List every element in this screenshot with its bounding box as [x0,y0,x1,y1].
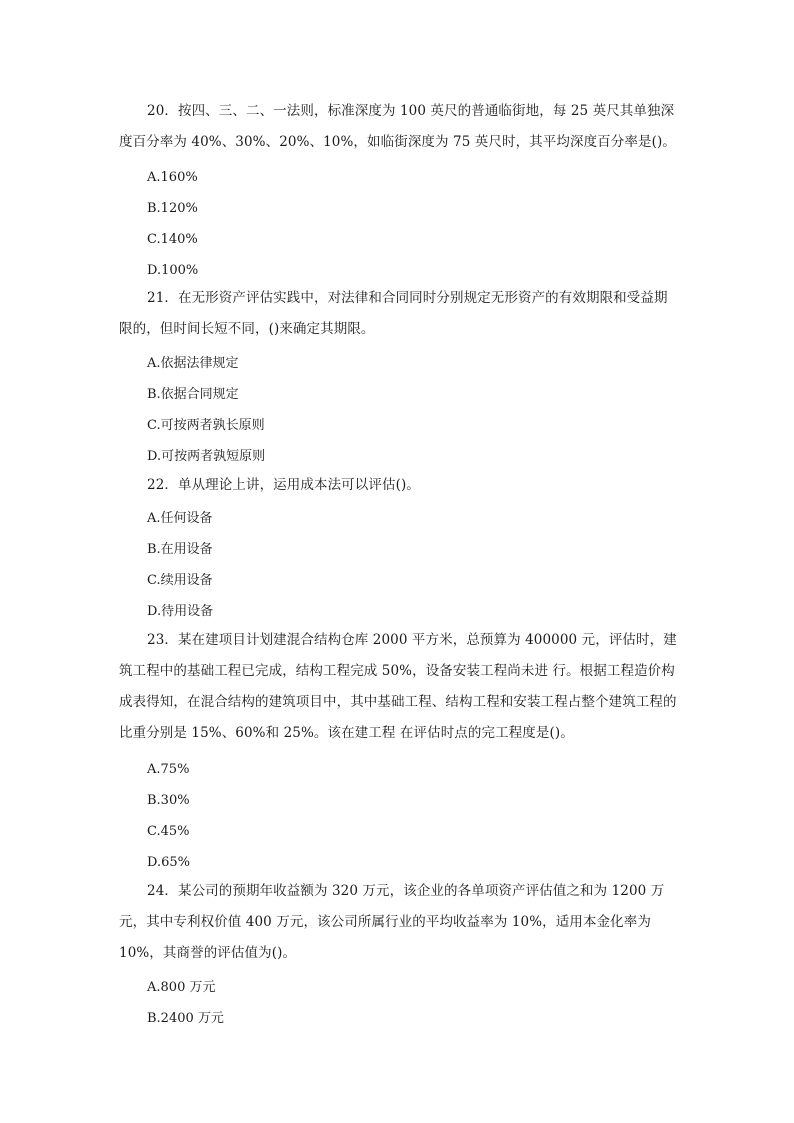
question-21-stem: 21．在无形资产评估实践中，对法律和合同同时分别规定无形资产的有效期限和受益期限的，但时间长短不同，()来确定其期限。 [119,290,668,337]
question-22-option-b: B.在用设备 [147,542,213,557]
question-22-stem: 22．单从理论上讲，运用成本法可以评估()。 [147,477,420,493]
question-22-option-d: D.待用设备 [147,604,214,619]
question-21-option-b: B.依据合同规定 [147,387,239,402]
question-20-option-a: A.160% [147,170,198,185]
question-20-option-d: D.100% [147,263,199,278]
question-23-stem: 23．某在建项目计划建混合结构仓库 2000 平方米，总预算为 400000 元，评估时，建筑工程中的基础工程已完成，结构工程完成 50%，设备安装工程尚未进 行。根据工程造价构成表得知，在混合结构的建筑项目中，其中基础工程、结构工程和安装工程占整个建筑工程的比重分别是 15%、60%和 25%。该在建工程 在评估时点的完工程度是()。 [119,632,677,741]
question-23-option-d: D.65% [147,855,190,870]
question-21-option-a: A.依据法律规定 [147,356,239,371]
question-21-option-c: C.可按两者孰长原则 [147,418,265,433]
question-22-option-c: C.续用设备 [147,573,213,588]
question-20-stem: 20．按四、三、二、一法则，标准深度为 100 英尺的普通临街地，每 25 英尺其单独深度百分率为 40%、30%、20%、10%，如临街深度为 75 英尺时，其平均深度百分率是()。 [119,103,676,150]
question-23-option-c: C.45% [147,824,190,839]
question-21-option-d: D.可按两者孰短原则 [147,449,266,464]
question-20-option-c: C.140% [147,232,198,247]
question-24-stem: 24．某公司的预期年收益额为 320 万元，该企业的各单项资产评估值之和为 1200 万元，其中专利权价值 400 万元，该公司所属行业的平均收益率为 10%，适用本金化率为 10%，其商誉的评估值为()。 [119,883,665,961]
question-24-option-b: B.2400 万元 [147,1011,224,1026]
question-20-option-b: B.120% [147,201,198,216]
question-22-option-a: A.任何设备 [147,511,213,526]
question-23-option-b: B.30% [147,793,190,808]
question-23-option-a: A.75% [147,762,190,777]
question-24-option-a: A.800 万元 [147,980,216,995]
